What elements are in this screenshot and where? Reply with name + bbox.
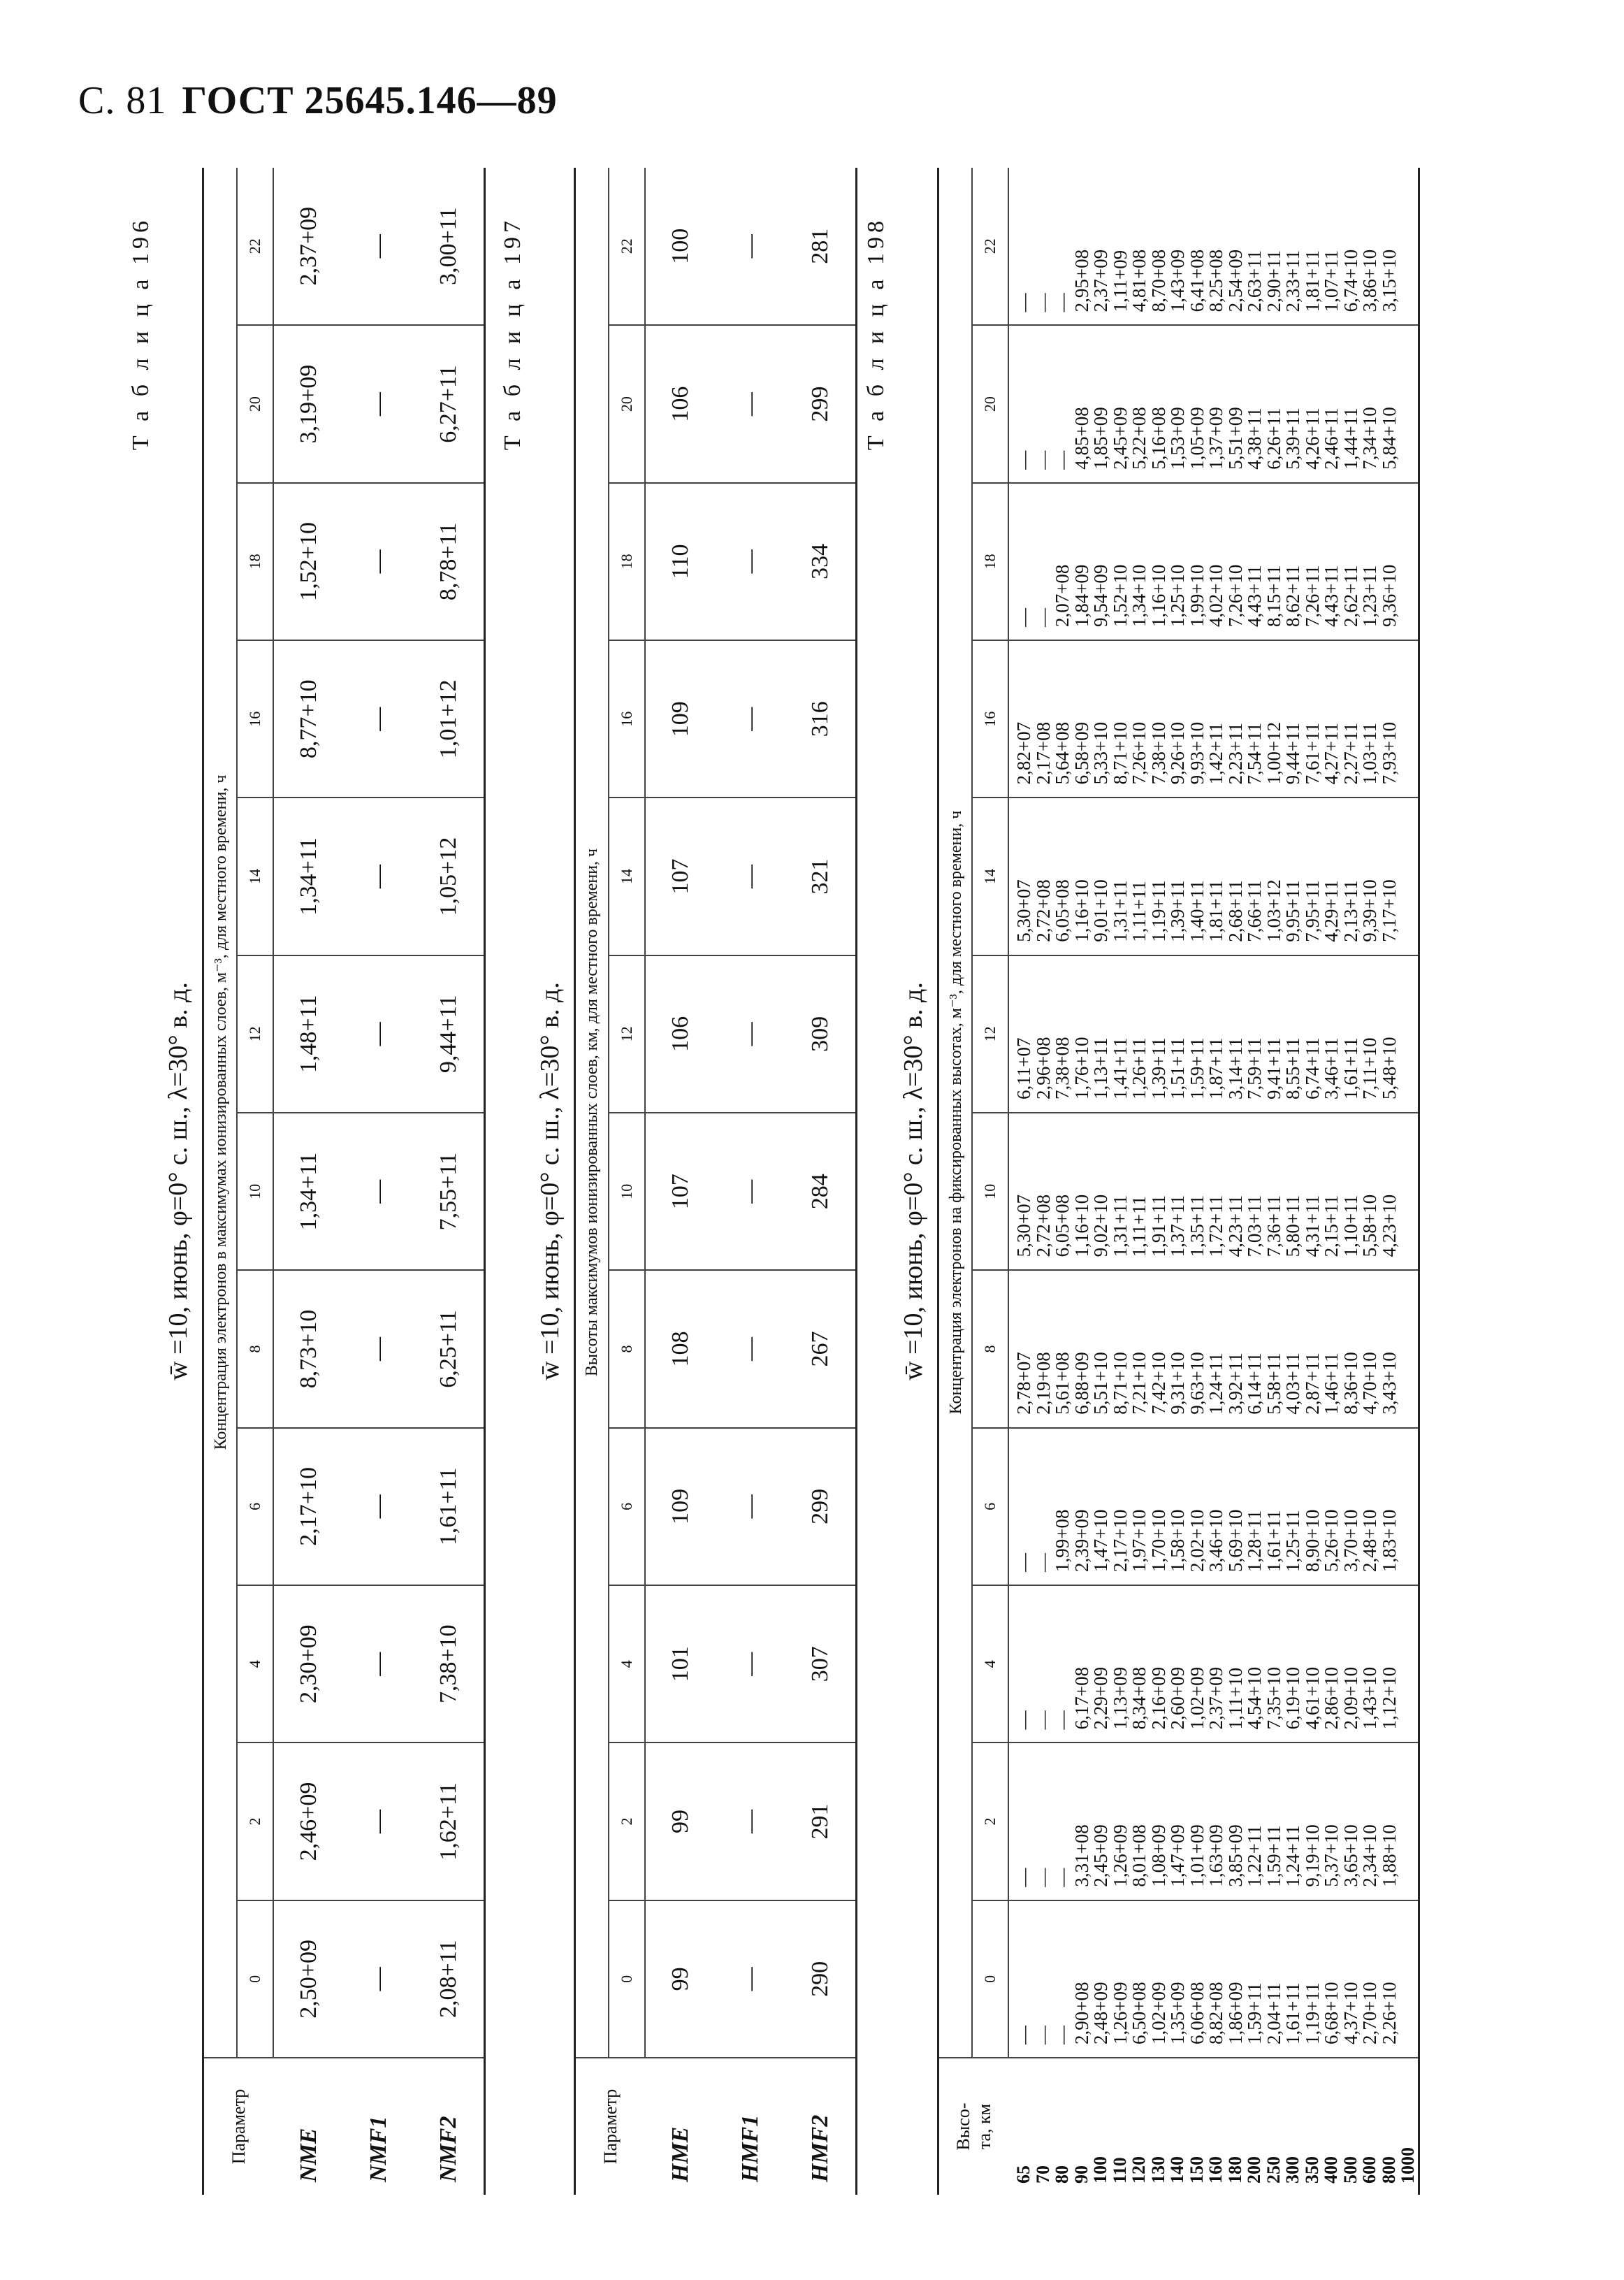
value-cell: —: [716, 1428, 785, 1585]
value-cell: 290: [785, 1900, 857, 2058]
value-column: [1008, 1743, 1419, 1900]
value-cell: 2,46+09: [273, 1743, 344, 1900]
value-cell: 299: [785, 325, 857, 482]
page-header: [78, 78, 558, 123]
param-name: HMF2: [785, 2058, 857, 2195]
table-196-body: [273, 168, 485, 2195]
hour-header: 20: [972, 325, 1008, 482]
param-name: NME: [273, 2058, 344, 2195]
hour-header: 10: [609, 1113, 645, 1270]
column-values: — — 1,99+08 2,39+09 1,47+10 2,17+10 1,97+10 1,70+10 1,58+10 2,02+10 3,46+10 5,69+10 1,28+11 1,61+11 1,25+11 8,90+10 5,26+10 3,70+10 2,48+10 1,83+10: [1013, 1509, 1400, 1573]
table-196-block: [128, 168, 486, 2195]
value-cell: 99: [645, 1900, 716, 2058]
hour-header: 16: [237, 640, 273, 798]
hour-header: 4: [237, 1585, 273, 1743]
hour-header: 0: [237, 1900, 273, 2058]
table-198-caption: Т а б л и ц а 198: [863, 217, 889, 451]
hour-header: 2: [609, 1743, 645, 1900]
altitude-header: Высо- та, км: [938, 2058, 1009, 2195]
table-196-subtitle: w̄ =10, июнь, φ=0° с. ш., λ=30° в. д.: [164, 982, 193, 1380]
value-cell: 307: [785, 1585, 857, 1743]
value-cell: 2,17+10: [273, 1428, 344, 1585]
value-cell: 1,34+11: [273, 1113, 344, 1270]
hour-header: 10: [237, 1113, 273, 1270]
value-cell: 267: [785, 1270, 857, 1427]
value-cell: —: [716, 1270, 785, 1427]
value-cell: 321: [785, 798, 857, 955]
value-cell: 291: [785, 1743, 857, 1900]
table-197: [574, 168, 857, 2195]
param-name: NMF1: [344, 2058, 414, 2195]
table-198-subtitle: w̄ =10, июнь, φ=0° с. ш., λ=30° в. д.: [899, 982, 928, 1380]
value-cell: —: [344, 1113, 414, 1270]
value-cell: 99: [645, 1743, 716, 1900]
column-values: — — — 4,85+08 1,85+09 2,45+09 5,22+08 5,16+08 1,53+09 1,05+09 1,37+09 5,51+09 4,38+11 6,26+11 5,39+11 4,26+11 2,46+11 1,44+11 7,34+10 5,84+10: [1013, 407, 1400, 470]
value-cell: —: [716, 1743, 785, 1900]
param-name: HMF1: [716, 2058, 785, 2195]
hour-header: 22: [972, 168, 1008, 325]
value-cell: 8,73+10: [273, 1270, 344, 1427]
hour-header-row: [237, 168, 273, 2195]
hour-header: 12: [237, 955, 273, 1113]
hour-header: 2: [972, 1743, 1008, 1900]
value-cell: —: [344, 955, 414, 1113]
hour-header: 8: [609, 1270, 645, 1427]
column-values: 2,82+07 2,17+08 5,64+08 6,58+09 5,33+10 8,71+10 7,26+10 7,38+10 9,26+10 9,93+10 1,42+11 2,23+11 7,54+11 1,00+12 9,44+11 7,61+11 4,27+11 2,27+11 1,03+11 7,93+10: [1013, 721, 1400, 785]
table-row: [716, 168, 785, 2195]
hour-header: 12: [609, 955, 645, 1113]
value-cell: 109: [645, 1428, 716, 1585]
column-values: 2,78+07 2,19+08 5,61+08 6,88+09 5,51+10 8,71+10 7,21+10 7,42+10 9,31+10 9,63+10 1,24+11 3,92+11 6,14+11 5,58+11 4,03+11 2,87+11 1,46+11 8,36+10 4,70+10 3,43+10: [1013, 1352, 1400, 1415]
value-cell: —: [344, 1900, 414, 2058]
value-cell: 6,25+11: [414, 1270, 485, 1427]
hour-header: 22: [237, 168, 273, 325]
hour-header: 4: [609, 1585, 645, 1743]
table-198-block: [863, 168, 1420, 2195]
value-column: [1008, 1113, 1419, 1270]
value-cell: 309: [785, 955, 857, 1113]
table-row: [273, 168, 344, 2195]
value-cell: —: [344, 798, 414, 955]
value-cell: 107: [645, 1113, 716, 1270]
column-values: — — — 2,95+08 2,37+09 1,11+09 4,81+08 8,70+08 1,43+09 6,41+08 8,25+08 2,54+09 2,63+11 2,90+11 2,33+11 1,81+11 1,07+11 6,74+10 3,86+10 3,15+10: [1013, 249, 1400, 312]
value-cell: 1,62+11: [414, 1743, 485, 1900]
value-column: [1008, 483, 1419, 640]
table-197-caption: Т а б л и ц а 197: [500, 217, 525, 451]
page-number: С. 81: [78, 79, 167, 122]
value-cell: 7,55+11: [414, 1113, 485, 1270]
param-name: NMF2: [414, 2058, 485, 2195]
hour-header: 14: [609, 798, 645, 955]
column-values: 5,30+07 2,72+08 6,05+08 1,16+10 9,02+10 1,31+11 1,11+11 1,91+11 1,37+11 1,35+11 1,72+11 4,23+11 7,03+11 7,36+11 5,80+11 4,31+11 2,15+11 1,10+11 5,58+10 4,23+10: [1013, 1194, 1400, 1257]
table-198-row: [1008, 168, 1419, 2195]
value-column: [1008, 325, 1419, 482]
value-cell: —: [716, 1900, 785, 2058]
hour-header: 4: [972, 1585, 1008, 1743]
table-197-body: [645, 168, 857, 2195]
hour-header: 20: [237, 325, 273, 482]
table-197-subtitle: w̄ =10, июнь, φ=0° с. ш., λ=30° в. д.: [535, 982, 565, 1380]
value-column: [1008, 640, 1419, 798]
hour-header: 18: [237, 483, 273, 640]
table-196-caption: Т а б л и ц а 196: [128, 217, 154, 451]
value-cell: —: [344, 168, 414, 325]
hour-header: 2: [237, 1743, 273, 1900]
group-header: Высоты максимумов ионизированных слоев, км, для местного времени, ч: [575, 168, 609, 2058]
value-cell: —: [344, 640, 414, 798]
altitude-values: 65 70 80 90 100 110 120 130 140 150 160 180 200 250 300 350 400 500 600 800 1000: [1013, 2147, 1418, 2184]
hour-header: 20: [609, 325, 645, 482]
column-values: 5,30+07 2,72+08 6,05+08 1,16+10 9,01+10 1,31+11 1,11+11 1,19+11 1,39+11 1,40+11 1,81+11 2,68+11 7,66+11 1,03+12 9,95+11 7,95+11 4,29+11 2,13+11 9,39+10 7,17+10: [1013, 879, 1400, 942]
hour-header: 14: [972, 798, 1008, 955]
value-cell: 1,48+11: [273, 955, 344, 1113]
standard-number: ГОСТ 25645.146—89: [182, 79, 558, 122]
hour-header: 6: [237, 1428, 273, 1585]
value-cell: 8,77+10: [273, 640, 344, 798]
table-row: [344, 168, 414, 2195]
column-values: — — — 3,31+08 2,45+09 1,26+09 8,01+08 1,08+09 1,47+09 1,01+09 1,63+09 3,85+09 1,22+11 1,59+11 1,24+11 9,19+10 5,37+10 3,65+10 2,34+10 1,88+10: [1013, 1824, 1400, 1887]
table-197-block: [500, 168, 857, 2195]
value-cell: —: [344, 1743, 414, 1900]
table-198: [937, 168, 1420, 2195]
hour-header: 8: [972, 1270, 1008, 1427]
value-cell: 2,08+11: [414, 1900, 485, 2058]
hour-header: 16: [972, 640, 1008, 798]
value-cell: 316: [785, 640, 857, 798]
group-header: Концентрация электронов на фиксированных высотах, м⁻³, для местного времени, ч: [938, 168, 973, 2058]
table-row: [785, 168, 857, 2195]
column-values: — — — 2,90+08 2,48+09 1,26+09 6,50+08 1,02+09 1,35+09 6,06+08 8,82+08 1,86+09 1,59+11 2,04+11 1,61+11 1,19+11 6,68+10 4,37+10 2,70+10 2,26+10: [1013, 1982, 1400, 2044]
value-cell: 299: [785, 1428, 857, 1585]
value-cell: 1,01+12: [414, 640, 485, 798]
hour-header: 18: [609, 483, 645, 640]
value-column: [1008, 1428, 1419, 1585]
value-cell: 1,05+12: [414, 798, 485, 955]
value-cell: 284: [785, 1113, 857, 1270]
value-cell: —: [344, 1428, 414, 1585]
param-name: HME: [645, 2058, 716, 2195]
column-values: 6,11+07 2,96+08 7,38+08 1,76+10 1,13+11 1,41+11 1,26+11 1,39+11 1,51+11 1,59+11 1,87+11 3,14+11 7,59+11 9,41+11 8,55+11 6,74+11 3,46+11 1,61+11 7,11+10 5,48+10: [1013, 1037, 1400, 1100]
hour-header: 0: [609, 1900, 645, 2058]
value-cell: —: [716, 1585, 785, 1743]
hour-header: 18: [972, 483, 1008, 640]
value-column: [1008, 1270, 1419, 1427]
value-cell: 1,61+11: [414, 1428, 485, 1585]
value-cell: 110: [645, 483, 716, 640]
value-cell: 106: [645, 325, 716, 482]
column-values: — — — 6,17+08 2,29+09 1,13+09 8,34+08 2,16+09 2,60+09 1,02+09 2,37+09 1,11+10 4,54+10 7,35+10 6,19+10 4,61+10 2,86+10 2,09+10 1,43+10 1,12+10: [1013, 1666, 1400, 1730]
value-cell: —: [716, 955, 785, 1113]
value-cell: —: [344, 1270, 414, 1427]
value-cell: —: [716, 483, 785, 640]
table-row: [645, 168, 716, 2195]
param-header: Параметр: [575, 2058, 646, 2195]
value-column: [1008, 1585, 1419, 1743]
altitude-column: [1008, 2058, 1419, 2195]
value-column: [1008, 168, 1419, 325]
value-cell: —: [716, 1113, 785, 1270]
value-column: [1008, 1900, 1419, 2058]
value-cell: —: [716, 798, 785, 955]
table-row: [414, 168, 485, 2195]
value-cell: 2,50+09: [273, 1900, 344, 2058]
value-cell: 109: [645, 640, 716, 798]
value-cell: 8,78+11: [414, 483, 485, 640]
column-values: — — 2,07+08 1,84+09 9,54+09 1,52+10 1,34+10 1,16+10 1,25+10 1,99+10 4,02+10 7,26+10 4,43+11 8,15+11 8,62+11 7,26+11 4,43+11 2,62+11 1,23+11 9,36+10: [1013, 564, 1400, 628]
value-cell: 3,19+09: [273, 325, 344, 482]
param-header: Параметр: [203, 2058, 274, 2195]
hour-header: 8: [237, 1270, 273, 1427]
table-196: [202, 168, 486, 2195]
value-cell: 2,37+09: [273, 168, 344, 325]
value-cell: —: [716, 640, 785, 798]
hour-header: 16: [609, 640, 645, 798]
group-header: Концентрация электронов в максимумах ионизированных слоев, м⁻³, для местного времени, ч: [203, 168, 238, 2058]
hour-header-row: [609, 168, 645, 2195]
value-cell: 281: [785, 168, 857, 325]
value-column: [1008, 798, 1419, 955]
hour-header: 12: [972, 955, 1008, 1113]
hour-header: 0: [972, 1900, 1008, 2058]
hour-header: 6: [972, 1428, 1008, 1585]
value-cell: 6,27+11: [414, 325, 485, 482]
value-cell: 7,38+10: [414, 1585, 485, 1743]
value-cell: 101: [645, 1585, 716, 1743]
value-cell: —: [344, 1585, 414, 1743]
value-cell: —: [716, 325, 785, 482]
value-cell: 9,44+11: [414, 955, 485, 1113]
hour-header: 22: [609, 168, 645, 325]
value-cell: 3,00+11: [414, 168, 485, 325]
hour-header-row: [972, 168, 1008, 2195]
value-cell: 100: [645, 168, 716, 325]
value-cell: 1,34+11: [273, 798, 344, 955]
value-cell: 2,30+09: [273, 1585, 344, 1743]
value-cell: 108: [645, 1270, 716, 1427]
value-cell: —: [344, 483, 414, 640]
value-cell: —: [344, 325, 414, 482]
hour-header: 10: [972, 1113, 1008, 1270]
value-cell: 1,52+10: [273, 483, 344, 640]
value-cell: 106: [645, 955, 716, 1113]
value-cell: 334: [785, 483, 857, 640]
hour-header: 14: [237, 798, 273, 955]
value-cell: —: [716, 168, 785, 325]
hour-header: 6: [609, 1428, 645, 1585]
value-cell: 107: [645, 798, 716, 955]
value-column: [1008, 955, 1419, 1113]
